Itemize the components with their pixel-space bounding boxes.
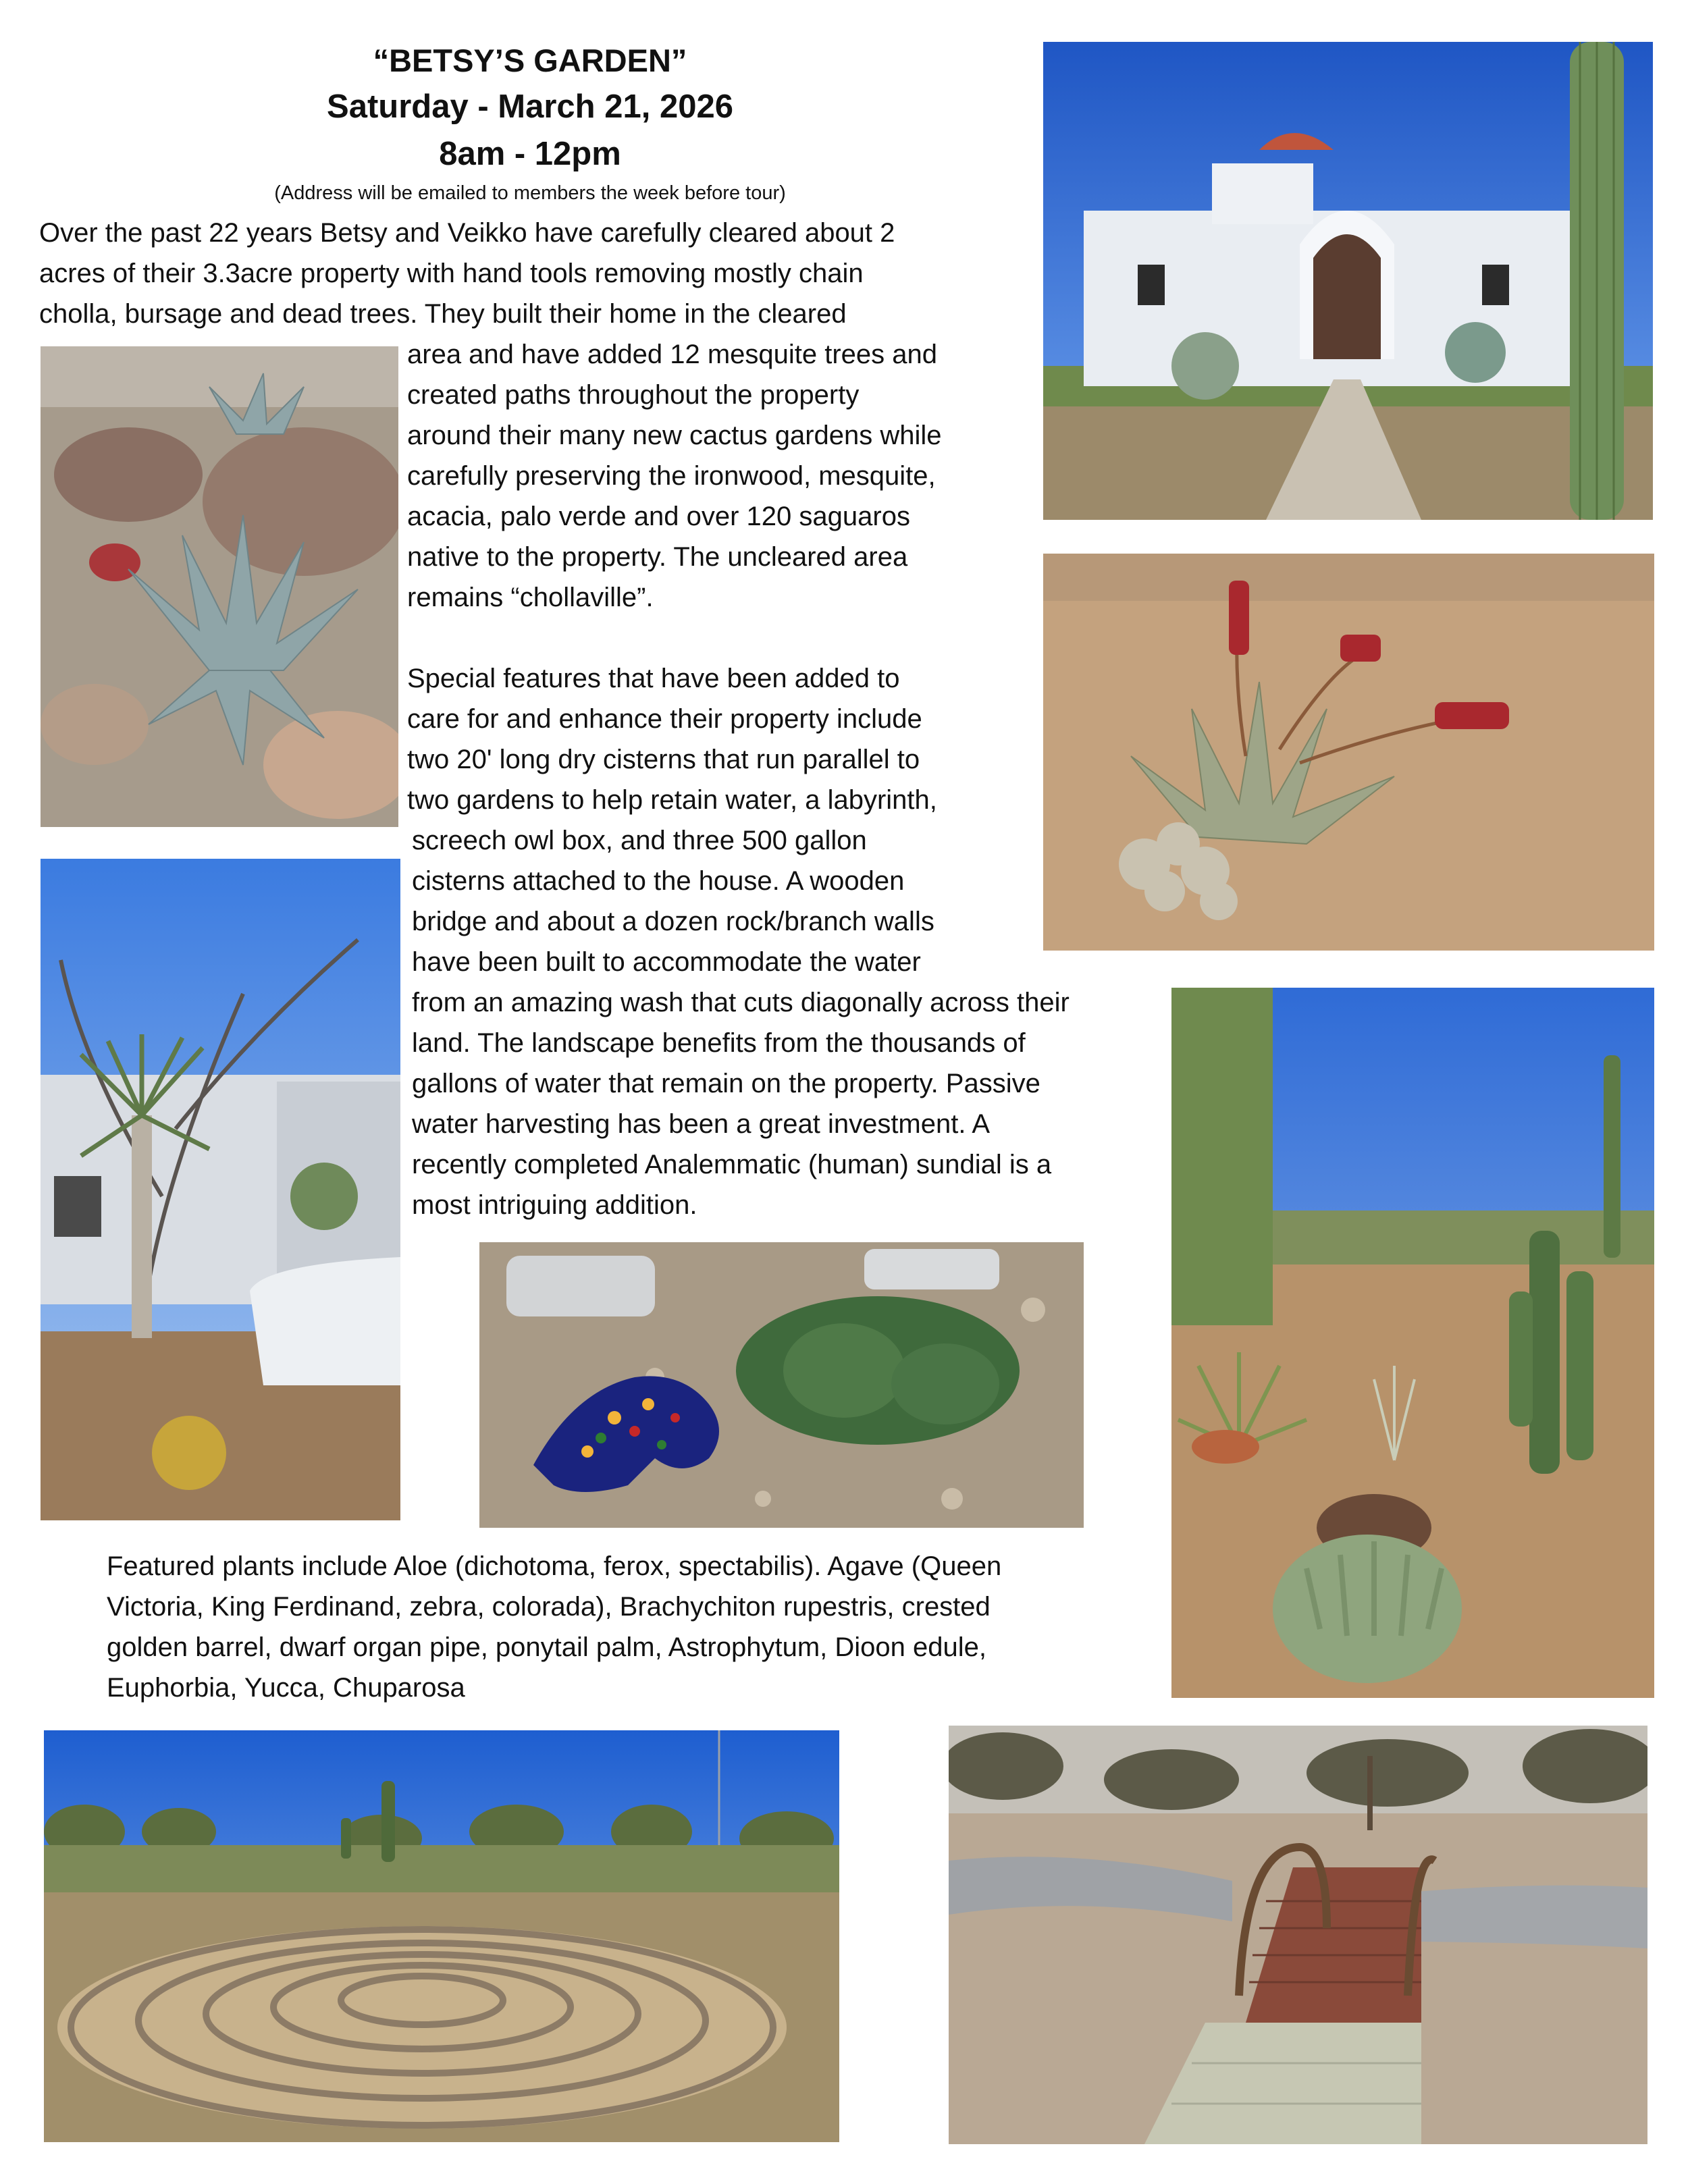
aloe-bloom-photo (1043, 554, 1654, 951)
features-line: gallons of water that remain on the property. Passive (412, 1069, 1040, 1098)
features-line: from an amazing wash that cuts diagonally across their (412, 988, 1070, 1017)
address-note: (Address will be emailed to members the week before tour) (274, 182, 786, 204)
features-paragraph-b (412, 820, 1070, 1225)
cactus-garden-photo (1171, 988, 1654, 1698)
features-line: recently completed Analemmatic (human) sundial is a (412, 1150, 1052, 1179)
event-date: Saturday - March 21, 2026 (327, 88, 733, 125)
plants-line: golden barrel, dwarf organ pipe, ponytail palm, Astrophytum, Dioon edule, (107, 1632, 986, 1662)
event-time: 8am - 12pm (439, 136, 621, 172)
features-line: cisterns attached to the house. A wooden (412, 866, 905, 896)
labyrinth-photo (44, 1730, 839, 2142)
features-line: Special features that have been added to (407, 664, 900, 693)
features-line: most intriguing addition. (412, 1190, 697, 1220)
plants-line: Featured plants include Aloe (dichotoma, ferox, spectabilis). Agave (Queen (107, 1551, 1002, 1581)
intro-line: acres of their 3.3acre property with hand tools removing mostly chain (39, 259, 864, 288)
wooden-bridge-photo (949, 1726, 1647, 2144)
intro-paragraph-top (39, 213, 895, 334)
features-line: care for and enhance their property include (407, 704, 922, 734)
intro-line: area and have added 12 mesquite trees and (407, 340, 938, 369)
intro-paragraph-wrapped (407, 334, 942, 618)
quiver-tree-photo (41, 859, 400, 1520)
features-line: bridge and about a dozen rock/branch walls (412, 907, 934, 936)
intro-line: native to the property. The uncleared area (407, 542, 908, 572)
intro-line: created paths throughout the property (407, 380, 860, 410)
house-archway-photo (1043, 42, 1653, 520)
features-line: land. The landscape benefits from the thousands of (412, 1028, 1026, 1058)
intro-line: Over the past 22 years Betsy and Veikko have carefully cleared about 2 (39, 218, 895, 248)
intro-line: remains “chollaville”. (407, 583, 654, 612)
features-line: water harvesting has been a great investment. A (412, 1109, 991, 1139)
features-line: screech owl box, and three 500 gallon (412, 826, 867, 855)
intro-line: acacia, palo verde and over 120 saguaros (407, 502, 910, 531)
plants-line: Victoria, King Ferdinand, zebra, colorada), Brachychiton rupestris, crested (107, 1592, 991, 1622)
features-paragraph-a (407, 658, 937, 820)
plants-line: Euphorbia, Yucca, Chuparosa (107, 1673, 465, 1703)
featured-plants-paragraph (107, 1546, 1001, 1708)
intro-line: around their many new cactus gardens while (407, 421, 942, 450)
intro-line: carefully preserving the ironwood, mesquite, (407, 461, 936, 491)
agave-photo (41, 346, 398, 827)
features-line: two 20' long dry cisterns that run parallel to (407, 745, 920, 774)
gecko-cactus-photo (479, 1242, 1084, 1528)
features-line: have been built to accommodate the water (412, 947, 921, 977)
intro-line: cholla, bursage and dead trees. They built their home in the cleared (39, 299, 847, 329)
features-line: two gardens to help retain water, a labyrinth, (407, 785, 937, 815)
event-title: “BETSY’S GARDEN” (373, 43, 687, 78)
